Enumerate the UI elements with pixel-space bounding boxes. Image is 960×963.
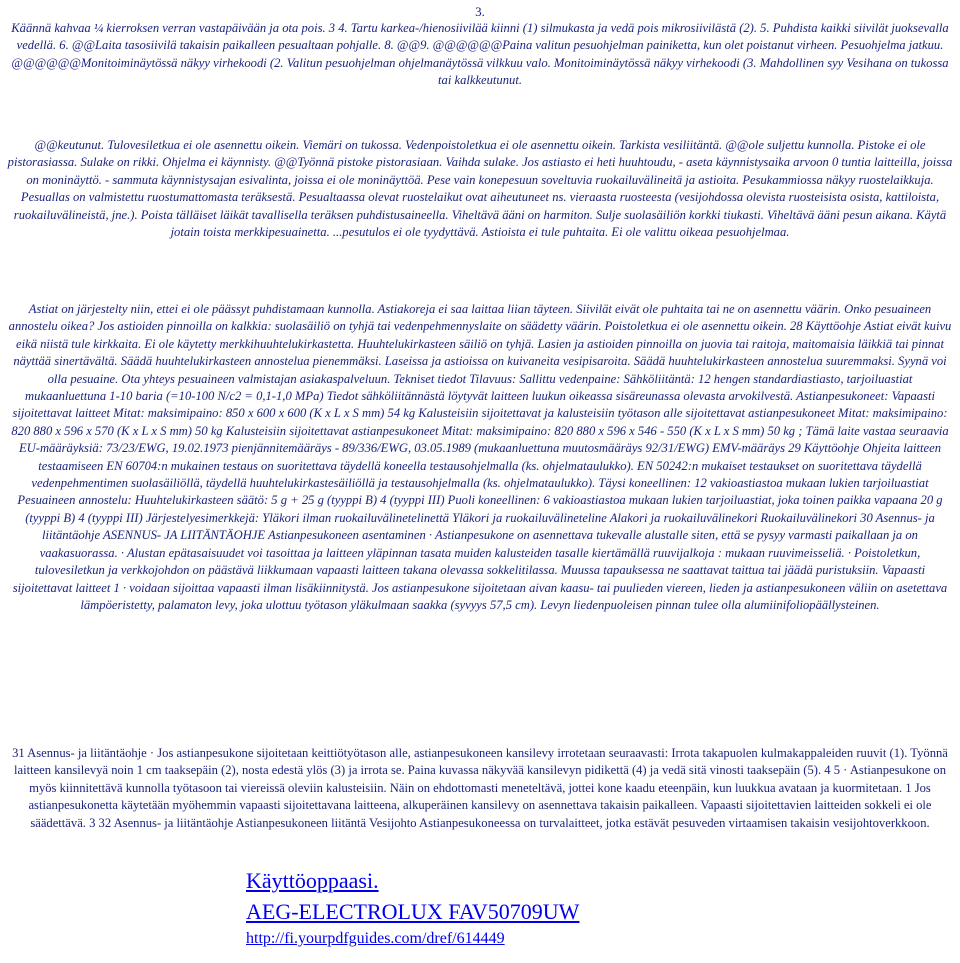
installation-text [6, 745, 954, 832]
paragraph: Astiat on järjestelty niin, ettei ei ole päässyt puhdistamaan kunnolla. Astiakoreja ei saa laittaa liian täyteen. Siivilät eivät ole puhtaita tai ne on asennettu väärin. Onko pesuaineen annostelu oikea? Jos astioiden pinnoilla on kalkkia: suolasäiliö on tyhjä tai vedenpehmennyslaite on säädetty väärin. Poistoletkua ei ole asennettu oikein. 28 Käyttöohje Astiat eivät kuivu eikä niistä tule kirkkaita. Ei ole käytetty merkkihuuhtelukirkastetta. Huuhtelukirkasteen säiliö on tyhjä. Lasien ja astioiden pinnoilla on juovia tai raitoja, maitomaisia läikkiä tai pinnat näyttää sinertävältä. Säädä huuhtelukirkasteen annostelua pienemmäksi. Laseissa ja astioissa on kuivaneita vesipisaroita. Säädä huuhtelukirkasteen annostelua suuremmaksi. Syynä voi olla pesuaine. Ota yhteys pesuaineen valmistajan asiakaspalveluun. Tekniset tiedot Tilavuus: Sallittu vedenpaine: Sähköliitäntä: 12 hengen standardiastiasto, tarjoiluastiat mukaanluettuna 1-10 baria (=10-100 N/c2 = 0,1-1,0 MPa) Tiedot sähköliitännästä löytyvät laitteen luukun oikeassa sisäreunassa olevasta arvokilvestä. Astianpesukoneet: Vapaasti sijoitettavat laitteet Mitat: maksimipaino: 850 x 600 x 600 (K x L x S mm) 54 kg Kalusteisiin sijoitettavat ja kalusteisiin työtason alle sijoitettavat astianpesukoneet Mitat: maksimipaino: 820 880 x 596 x 570 (K x L x S mm) 50 kg Kalusteisiin sijoitettavat astianpesukoneet Mitat: maksimipaino: 820 880 x 596 x 546 - 550 (K x L x S mm) 50 kg ; Tämä laite vastaa seuraavia EU-määräyksiä: 73/23/EWG, 19.02.1973 pienjännitemääräys - 89/336/EWG, 03.05.1989 (mukaanluettuna muutosmääräys 92/31/EWG) EMV-määräys 29 Käyttöohje Ohjeita laitteen testaamiseen EN 60704:n mukainen testaus on suoritettava täydellä koneella testausohjelmalla (ks. ohjelmataulukko). EN 50242:n mukaiset testaukset on suoritettava täydellä vedenpehmentimen suolasäiliöllä, täydellä huuhtelukirkastesäiliöllä ja testausohjelmalla (ks. ohjelmataulukko). Täysi koneellinen: 12 vakioastiastoa mukaan lukien tarjoiluastiat Pesuaineen annostelu: Huuhtelukirkasteen säätö: 5 g + 25 g (tyyppi B) 4 (tyyppi III) Puoli koneellinen: 6 vakioastiastoa mukaan lukien tarjoiluastiat, joka toinen paikka vapaana 20 g (tyyppi B) 4 (tyyppi III) Järjestelyesimerkkejä: Yläkori ilman ruokailuvälinetelinettä Yläkori ja ruokailuvälineteline Alakori ja ruokailuvälinekori Ruokailuvälinekori 30 Asennus- ja liitäntäohje ASENNUS- JA LIITÄNTÄOHJE Astianpesukoneen asentaminen · Astianpesukone on asennettava tukevalle alustalle siten, että se pysyy varmasti paikallaan ja on vaakasuorassa. · Alustan epätasaisuudet voi tasoittaa ja laitteen yläpinnan tasata muiden kalusteiden tasalle kiertämällä ruuvijalkoja : mukaan ruuvimeisseliä. · Poistoletkun, tulovesiletkun ja verkkojohdon on päästävä liikkumaan vapaasti laitteen takana olevassa sokkelitilassa. Muussa tapauksessa ne saattavat taittua tai jäädä puristuksiin. Vapaasti sijoitettavat laitteet 1 · voidaan sijoittaa vapaasti ilman lisäkiinnitystä. Jos astianpesukone sijoitetaan aivan kaasu- tai puulieden viereen, lieden ja astianpesukoneen väliin on asetettava lämpöeristetty, palamaton levy, joka ulottuu työtason yläkulmaan saakka (syvyys 57,5 cm). Levyn liedenpuoleisen pinnan tulee olla alumiinifoliopäällysteinen. [8, 302, 952, 612]
troubleshooting-text-1 [6, 20, 954, 90]
paragraph: 31 Asennus- ja liitäntäohje · Jos astianpesukone sijoitetaan keittiötyötason alle, astianpesukoneen kansilevy irrotetaan seuraavasti: Irrota takapuolen kulmakappaleiden ruuvit (1). Työnnä laitteen kansilevyä noin 1 cm taaksepäin (2), nosta edestä ylös (3) ja irrota se. Paina kuvassa näkyvää kansilevyn pidikettä (4) ja vedä sitä vinosti taaksepäin (5). 4 5 · Astianpesukone on myös kiinnitettävä kunnolla työtasoon tai viereissä oleviin kalusteisiin. Näin on ehdottomasti meneteltävä, jottei kone kaadu eteenpäin, kun luukkua avataan ja kuormitetaan. 1 Jos astianpesukonetta käytetään myöhemmin vapaasti sijoitettavana laitteena, alkuperäinen kansilevy on asennettava takaisin paikalleen. Vapaasti sijoitettavien laitteiden sokkeli ei ole säädettävä. 3 32 Asennus- ja liitäntäohje Astianpesukoneen liitäntä Vesijohto Astianpesukoneessa on turvalaitteet, jotka estävät pesuveden virtaamisen takaisin vesijohtoverkkoon. [12, 746, 948, 830]
url-link[interactable]: http://fi.yourpdfguides.com/dref/614449 [246, 930, 505, 947]
manual-link[interactable]: Käyttöoppaasi. [246, 868, 379, 893]
footer-links [246, 866, 946, 950]
page-number: 3. [475, 4, 485, 19]
technical-data-text [6, 301, 954, 614]
paragraph: Käännä kahvaa ¼ kierroksen verran vastapäivään ja ota pois. 3 4. Tartu karkea-/hienosiivilää kiinni (1) silmukasta ja vedä pois mikrosiivilästä (2). 5. Puhdista kaikki siivilät juoksevalla vedellä. 6. @@Laita tasosiivilä takaisin paikalleen pesualtaan pohjalle. 8. @@9. @@@@@@Paina valitun pesuohjelman painiketta, kun olet poistanut virheen. Pesuohjelma jatkuu. @@@@@@Monitoiminäytössä näkyy virhekoodi (2. Valitun pesuohjelman ohjelmanäytössä vilkkuu valo. Monitoiminäytössä näkyy virhekoodi (3. Mahdollinen syy Vesihana on tukossa tai kalkkeutunut. [11, 21, 949, 88]
paragraph: @@keutunut. Tulovesiletkua ei ole asennettu oikein. Viemäri on tukossa. Vedenpoistoletkua ei ole asennettu oikein. Tarkista vesiliitäntä. @@ole suljettu kunnolla. Pistoke ei ole pistorasiassa. Sulake on rikki. Ohjelma ei käynnisty. @@Työnnä pistoke pistorasiaan. Vaihda sulake. Jos astiasto ei heti huuhtoudu, - aseta käynnistysaika arvoon 0 tuntia laitteilla, joissa on moninäyttö. - sammuta käynnistysajan esivalinta, joissa ei ole moninäyttöä. Pese vain konepesuun soveltuvia ruokailuvälineitä ja astioita. Pesukammiossa näkyy ruostelaikkuja. Pesuallas on valmistettu ruostumattomasta teräksestä. Pesualtaassa olevat ruostelaikut ovat aiheutuneet ns. vieraasta ruosteesta (vesijohdossa olevista ruosteisista osista, kattiloista, ruokailuvälineistä, jne.). Poista tälläiset läikät tavallisella teräksen puhdistusaineella. Viheltävä ääni on harmiton. Sulje suolasäiliön korkki tiukasti. Viheltävä ääni pesun aikana. Käytä jotain toista merkkipesuainetta. ...pesutulos ei ole tyydyttävä. Astioista ei tule puhtaita. Ei ole valittu oikeaa pesuohjelmaa. [7, 138, 953, 240]
troubleshooting-text-2 [6, 137, 954, 241]
product-link[interactable]: AEG-ELECTROLUX FAV50709UW [246, 899, 580, 924]
